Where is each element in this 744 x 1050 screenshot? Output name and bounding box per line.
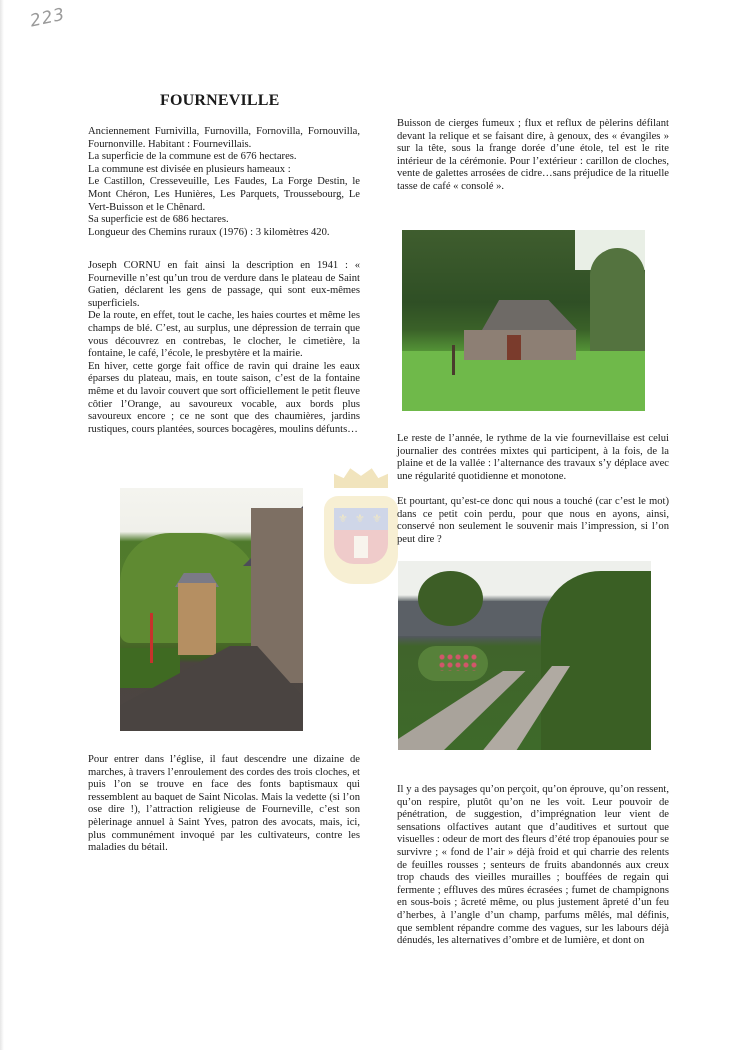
paragraph: De la route, en effet, tout le cache, les haies courtes et même les champs de blé. C’est, au surplus, une dépression de terrain que vous découvrez en contrebas, le clocher, le cimetière, la fontaine, le café, l’école, le presbytère et la mairie.: [88, 310, 360, 360]
village-road-photo: [120, 488, 303, 731]
rural-roads-length: Longueur des Chemins ruraux (1976) : 3 kilomètres 420.: [88, 226, 330, 238]
hamlets-heading: La commune est divisée en plusieurs hameaux :: [88, 163, 291, 175]
paragraph: Il y a des paysages qu’on perçoit, qu’on éprouve, qu’on ressent, qu’on respire, plutôt qu’on ne les voit. Leur pouvoir de pénétration, de suggestion, d’imprégnation leur vient de sensations olfactives autant que d’auditives et surtout que visuelles : odeur de mort des fleurs d’été trop épanouies pour se survivre ; « fond de l’air » déjà froid et qui charrie des relents de feuilles rousses ; senteurs de fruits abandonnés aux creux trop chauds des vieilles murailles ; bouffées de regain qui fermente ; effluves des mûres écrasées ; fumet de champignons en sous-bois ; âcreté même, ou plus justement âpreté d’un feu d’herbes, à l’angle d’un champ, parfums mêlés, mal définis, que semblent répandre comme des vagues, sur les labours déjà dénudés, les alternatives d’ombre et de lumière, et dont on: [397, 784, 669, 947]
page-edge: [0, 0, 4, 1050]
intro-section: [88, 126, 360, 239]
hamlets-list: Le Castillon, Cresseveuille, Les Faudes, La Forge Destin, le Mont Chéron, Les Hunières, Les Parquets, Troussebourg, Le Vert-Buisson et le Chênard.: [88, 176, 360, 213]
garden-path-photo: [398, 561, 651, 750]
commune-area: La superficie de la commune est de 676 hectares.: [88, 151, 297, 163]
cornu-description: [88, 260, 360, 436]
pilgrimage-section: [397, 118, 669, 194]
landscapes-section: [397, 784, 669, 948]
page-title: FOURNEVILLE: [160, 92, 280, 109]
paragraph: En hiver, cette gorge fait office de ravin qui draine les eaux éparses du plateau, mais, en toute saison, c’est de la fontaine même et du lavoir couvert que sort officiellement le petit fleuve côtier l’Orange, au savoureux vocable, aux bords plus savoureux encore ; ce ne sont que des chaumières, jardins rustiques, cours plantées, sources bocagères, moulins défunts…: [88, 360, 360, 435]
former-names: Anciennement Furnivilla, Furnovilla, Fornovilla, Fornouvilla, Fournonville. Habitant : Fournevillais.: [88, 126, 360, 150]
church-section: [88, 754, 360, 855]
paragraph: Pour entrer dans l’église, il faut descendre une dizaine de marches, à travers l’enroulement des cordes des trois cloches, et puis l’on se trouve en face des fonts baptismaux qui ressemblent au baquet de Saint Nicolas. Mais la vedette (si l’on ose dire !), l’attraction religieuse de Fourneville, c’est son pèlerinage annuel à Saint Yves, patron des avocats, mais, ici, plus communément invoqué par les cultivateurs, contre les maladies du bétail.: [88, 754, 360, 854]
paragraph: Buisson de cierges fumeux ; flux et reflux de pèlerins défilant devant la relique et se faisant dire, à genoux, des « évangiles » sur la tête, sous la frange dorée d’une étole, tel est le rite intérieur de la cérémonie. Pour l’extérieur : carillon de cloches, vente de galettes arrosées de cidre…sans préjudice de la rituelle tasse de café « consolé ».: [397, 118, 669, 192]
area-note: Sa superficie est de 686 hectares.: [88, 214, 229, 226]
barn-meadow-photo: [402, 230, 645, 411]
paragraph: Le reste de l’année, le rythme de la vie fournevillaise est celui journalier des contrées mixtes qui participent, à la fois, de la plaine et de la vallée : l’alternance des travaux s’y déplace avec une régularité quotidienne et monotone.: [397, 433, 669, 482]
coat-of-arms-watermark: ⚜ ⚜ ⚜: [320, 458, 402, 588]
paragraph: Et pourtant, qu’est-ce donc qui nous a touché (car c’est le mot) dans ce petit coin perdu, pour que nous en ayons, ainsi, conservé non seulement le souvenir mais l’impression, si l’on peut dire ?: [397, 495, 669, 545]
handwritten-page-number: 223: [28, 4, 68, 32]
paragraph: Joseph CORNU en fait ainsi la description en 1941 : « Fourneville n’est qu’un trou de verdure dans le plateau de Saint Gatien, déclarent les gens de passage, qui sont eux-mêmes superficiels.: [88, 260, 360, 309]
rhythm-section: [397, 433, 669, 546]
